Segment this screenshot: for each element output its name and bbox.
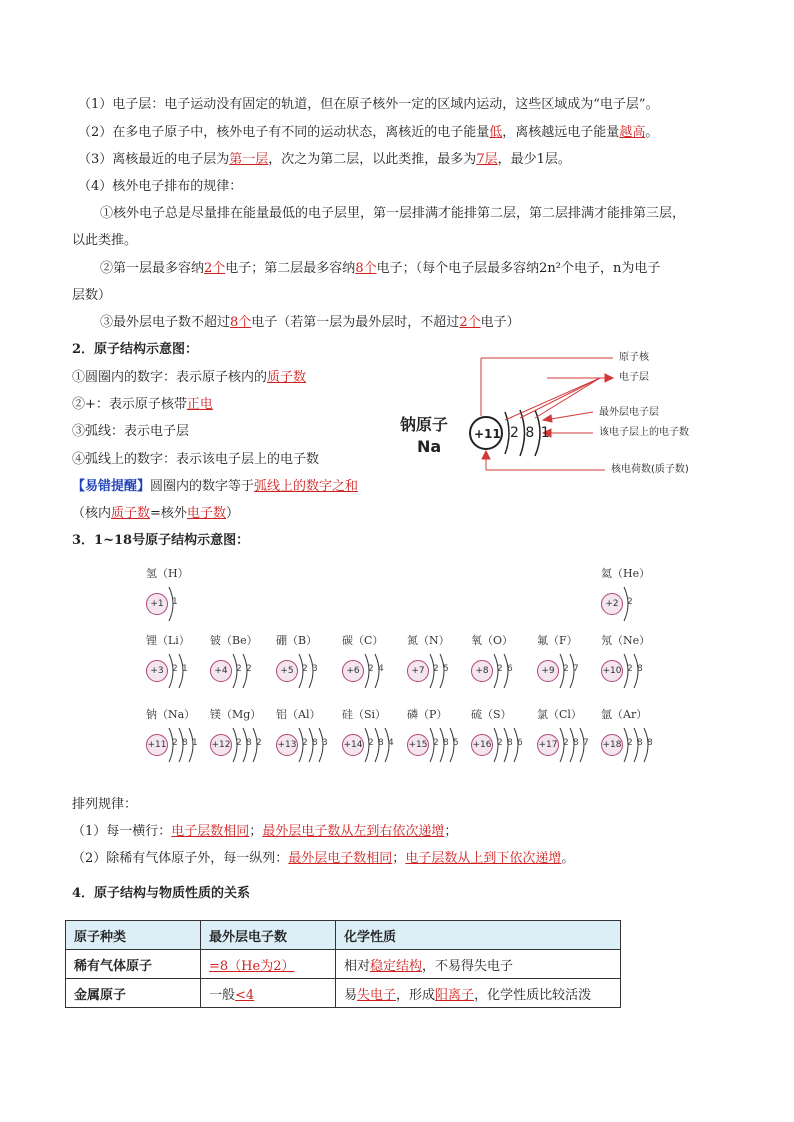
- table-row: [66, 979, 621, 1008]
- sodium-structure-diagram: [395, 340, 715, 490]
- atom-shell-electrons: 2: [497, 664, 503, 674]
- atom-name: 氢（H）: [146, 567, 189, 580]
- table-cell: =8（He为2）: [201, 950, 336, 979]
- atom-shell-electrons: 3: [322, 738, 328, 748]
- atom-shell-electrons: 2: [172, 664, 178, 674]
- text-line-energy: （2）在多电子原子中，核外电子有不同的运动状态，离核近的电子能量低，离核越远电子能量越高。: [78, 125, 659, 140]
- atom-diagram: [601, 565, 681, 635]
- atom-shell-electrons: 2: [368, 738, 374, 748]
- atom-name: 硫（S）: [471, 708, 512, 721]
- atom-nucleus: +10: [601, 660, 623, 682]
- atom-nucleus: +13: [276, 734, 298, 756]
- text-line-rules-heading: （4）核外电子排布的规律：: [78, 179, 243, 194]
- atom-name: 镁（Mg）: [210, 708, 262, 721]
- atom-shell-electrons: 8: [378, 738, 384, 748]
- diagram-label-outer-shell: 最外层电子层: [599, 407, 659, 418]
- atom-shell-electrons: 2: [302, 664, 308, 674]
- atom-shell-electrons: 2: [172, 738, 178, 748]
- rule-row: （1）每一横行：电子层数相同；最外层电子数从左到右依次递增；: [72, 824, 458, 839]
- atom-shell-electrons: 2: [302, 738, 308, 748]
- atom-nucleus: +12: [210, 734, 232, 756]
- text-line-rule-3: ③最外层电子数不超过8个电子（若第一层为最外层时，不超过2个电子）: [100, 315, 520, 330]
- section-4-heading: 4．原子结构与物质性质的关系: [72, 886, 251, 901]
- atom-shell-electrons: 2: [497, 738, 503, 748]
- diagram-label-shell: 电子层: [619, 372, 649, 383]
- atom-shell-electrons: 2: [563, 664, 569, 674]
- atom-name: 氩（Ar）: [601, 708, 648, 721]
- atom-shell-electrons: 2: [563, 738, 569, 748]
- diagram-atom-name: 钠原子: [400, 415, 449, 434]
- atom-shell-electrons: 4: [378, 664, 384, 674]
- atom-shell-electrons: 8: [507, 738, 513, 748]
- atom-name: 氯（Cl）: [537, 708, 582, 721]
- atom-name: 氧（O）: [471, 634, 514, 647]
- rule-column: （2）除稀有气体原子外，每一纵列：最外层电子数相同；电子层数从上到下依次递增。: [72, 851, 575, 866]
- atom-nucleus: +5: [276, 660, 298, 682]
- diagram-label-shell-electrons: 该电子层上的电子数: [599, 427, 689, 438]
- atom-nucleus: +1: [146, 593, 168, 615]
- diagram-label-nuclear-charge: 核电荷数(质子数): [611, 464, 689, 475]
- atom-shell-electrons: 2: [236, 664, 242, 674]
- text-line-arc: ③弧线：表示电子层: [72, 424, 190, 439]
- atom-name: 氦（He）: [601, 567, 651, 580]
- atom-nucleus: +9: [537, 660, 559, 682]
- atom-shell-electrons: 3: [312, 664, 318, 674]
- atom-nucleus: +16: [471, 734, 493, 756]
- text-line-rule-2-cont: 层数）: [72, 288, 112, 303]
- atom-shell-electrons: 8: [637, 738, 643, 748]
- atom-shell-electrons: 7: [573, 664, 579, 674]
- atom-name: 硼（B）: [276, 634, 318, 647]
- atom-shell-electrons: 7: [583, 738, 589, 748]
- text-line-proton-electron: （核内质子数=核外电子数）: [72, 506, 239, 521]
- table-header-cell: 化学性质: [336, 921, 621, 950]
- atom-nucleus: +4: [210, 660, 232, 682]
- atom-shell-electrons: 2: [236, 738, 242, 748]
- atom-diagram: [601, 632, 681, 702]
- atom-shell-electrons: 8: [443, 738, 449, 748]
- table-cell: 一般<4: [201, 979, 336, 1008]
- atom-nucleus: +6: [342, 660, 364, 682]
- text-line-tip: 【易错提醒】圆圈内的数字等于弧线上的数字之和: [72, 479, 359, 494]
- atom-shell-electrons: 8: [637, 664, 643, 674]
- text-line-rule-1: ①核外电子总是尽量排在能量最低的电子层里，第一层排满才能排第二层，第二层排满才能排第三层，: [100, 206, 686, 221]
- text-line-rule-1-cont: 以此类推。: [72, 233, 138, 248]
- atom-shell-electrons: 2: [368, 664, 374, 674]
- diagram-atom-symbol: Na: [417, 437, 442, 456]
- diagram-electrons: 2 8 1: [510, 425, 551, 441]
- atom-name: 铝（Al）: [276, 708, 321, 721]
- atom-name: 铍（Be）: [210, 634, 258, 647]
- atom-shell-electrons: 8: [647, 738, 653, 748]
- atom-shell-electrons: 2: [246, 664, 252, 674]
- atom-name: 碳（C）: [342, 634, 384, 647]
- section-3-heading: 3．1~18号原子结构示意图：: [72, 533, 250, 548]
- atom-nucleus: +11: [146, 734, 168, 756]
- atom-shell-electrons: 8: [182, 738, 188, 748]
- text-line-arc-number: ④弧线上的数字：表示该电子层上的电子数: [72, 452, 320, 467]
- atom-name: 硅（Si）: [342, 708, 387, 721]
- atom-shell-electrons: 2: [627, 664, 633, 674]
- atom-shell-electrons: 8: [246, 738, 252, 748]
- atom-name: 磷（P）: [407, 708, 448, 721]
- atom-shell-electrons: 5: [443, 664, 449, 674]
- atom-shell-electrons: 2: [627, 738, 633, 748]
- atom-shell-electrons: 2: [627, 597, 633, 607]
- atom-shell-electrons: 2: [433, 664, 439, 674]
- diagram-nucleus: +11: [474, 427, 501, 441]
- atom-nucleus: +3: [146, 660, 168, 682]
- text-line-nearest-shell: （3）离核最近的电子层为第一层，次之为第二层，以此类推，最多为7层，最少1层。: [78, 152, 571, 167]
- atom-shell-electrons: 1: [172, 597, 178, 607]
- atom-name: 钠（Na）: [146, 708, 196, 721]
- atom-name: 氮（N）: [407, 634, 450, 647]
- table-row: [66, 950, 621, 979]
- table-cell: 金属原子: [66, 979, 201, 1008]
- atom-shell-electrons: 5: [453, 738, 459, 748]
- atom-shell-electrons: 1: [182, 664, 188, 674]
- atom-name: 氖（Ne）: [601, 634, 651, 647]
- text-line-circle-number: ①圆圈内的数字：表示原子核内的质子数: [72, 370, 307, 385]
- table-header-row: [66, 921, 621, 950]
- table-cell: 稀有气体原子: [66, 950, 201, 979]
- atom-nucleus: +14: [342, 734, 364, 756]
- atom-shell-electrons: 2: [256, 738, 262, 748]
- atom-nucleus: +15: [407, 734, 429, 756]
- rule-heading: 排列规律：: [72, 797, 138, 812]
- atom-nucleus: +8: [471, 660, 493, 682]
- atom-diagram: [146, 565, 226, 635]
- atom-shell-electrons: 6: [517, 738, 523, 748]
- atom-shell-electrons: 8: [312, 738, 318, 748]
- atom-shell-electrons: 4: [388, 738, 394, 748]
- table-header-cell: 最外层电子数: [201, 921, 336, 950]
- atom-shell-electrons: 8: [573, 738, 579, 748]
- atom-diagram: [601, 706, 681, 776]
- atom-shell-electrons: 6: [507, 664, 513, 674]
- section-2-heading: 2．原子结构示意图：: [72, 342, 199, 357]
- table-cell: 易失电子，形成阳离子，化学性质比较活泼: [336, 979, 621, 1008]
- table-header-cell: 原子种类: [66, 921, 201, 950]
- text-line-rule-2: ②第一层最多容纳2个电子；第二层最多容纳8个电子；（每个电子层最多容纳2n²个电子，n为电子: [100, 261, 661, 276]
- diagram-label-nucleus: 原子核: [619, 352, 649, 363]
- atom-shell-electrons: 1: [192, 738, 198, 748]
- atom-nucleus: +2: [601, 593, 623, 615]
- atom-name: 氟（F）: [537, 634, 578, 647]
- atom-nucleus: +7: [407, 660, 429, 682]
- table-cell: 相对稳定结构，不易得失电子: [336, 950, 621, 979]
- text-line-plus: ②+：表示原子核带正电: [72, 397, 213, 412]
- atom-name: 锂（Li）: [146, 634, 190, 647]
- atom-shell-electrons: 2: [433, 738, 439, 748]
- atom-nucleus: +18: [601, 734, 623, 756]
- text-line-electron-shell: （1）电子层：电子运动没有固定的轨道，但在原子核外一定的区域内运动，这些区域成为“电子层”。: [78, 97, 659, 112]
- property-table: [65, 920, 621, 1008]
- atom-nucleus: +17: [537, 734, 559, 756]
